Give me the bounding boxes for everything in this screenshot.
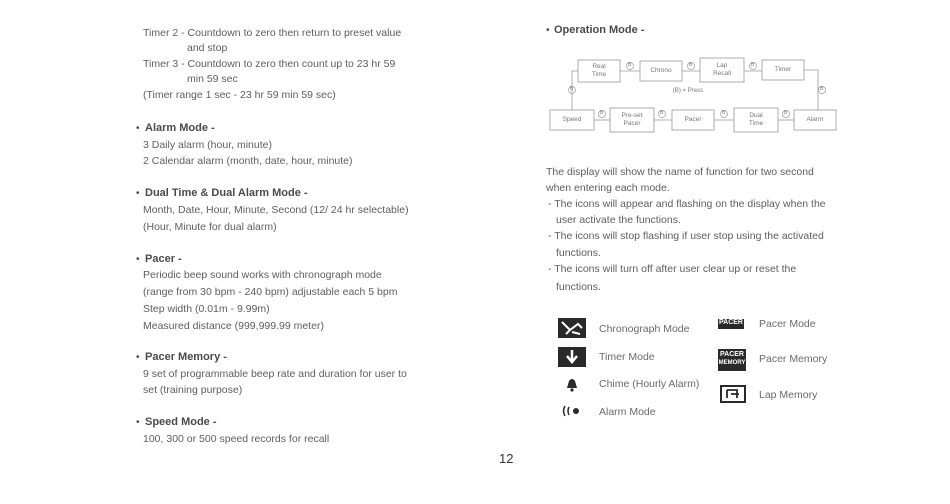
diagram-press-note: (B) = Press [672,88,704,94]
chronograph-icon [558,318,586,338]
speed-mode-heading: Speed Mode - [145,416,217,428]
button-b-icon: B [660,110,664,116]
pacer-line-2: (range from 30 bpm - 240 bpm) adjustable each 5 bpm [143,286,398,298]
diagram-label: Lap [716,62,728,69]
diagram-speed: Speed [562,116,582,123]
pacer-badge-icon: PACER [718,319,744,329]
pacer-line-1: Periodic beep sound works with chronograph mode [143,269,382,281]
bullet-dot: • [136,352,140,363]
legend-timer-label: Timer Mode [599,351,655,363]
diagram-chrono: Chrono [650,67,672,74]
diagram-lap-recall [700,62,744,77]
speed-line-1: 100, 300 or 500 speed records for recall [143,433,330,445]
timer3-line-2: min 59 sec [187,73,238,85]
pacer-memory-line-2: set (training purpose) [143,384,243,396]
button-b-icon: B [820,86,824,92]
bullet-dot: • [136,188,140,199]
diagram-label: Recall [712,69,732,77]
alarm-sound-icon [562,404,584,418]
timer2-line-2: and stop [187,42,228,54]
bullet-dot: • [136,123,140,134]
pacer-line-3: Step width (0.01m - 9.99m) [143,303,270,315]
button-b-icon: B [628,62,632,68]
button-b-icon: B [689,62,693,68]
pacer-line-4: Measured distance (999,999.99 meter) [143,320,324,332]
lap-memory-icon [720,385,746,403]
diagram-pacer: Pacer [684,116,702,123]
timer3-line-1: Timer 3 - Countdown to zero then count up to 23 hr 59 [143,58,396,70]
button-b-icon: B [570,86,574,92]
timer2-line-1: Timer 2 - Countdown to zero then return to preset value [143,27,402,39]
bullet-dot: • [136,254,140,265]
dual-time-heading: Dual Time & Dual Alarm Mode - [145,187,308,199]
timer-range: (Timer range 1 sec - 23 hr 59 min 59 sec) [143,89,336,101]
diagram-timer: Timer [774,66,792,73]
badge-pacer-text: PACER [720,351,744,358]
diagram-real-time [578,63,620,78]
bullet-dot: • [136,417,140,428]
display-para-8: functions. [556,281,601,293]
button-b-icon: B [600,110,604,116]
legend-chronograph-label: Chronograph Mode [599,323,690,335]
pacer-heading: Pacer - [145,253,182,265]
alarm-line-1: 3 Daily alarm (hour, minute) [143,139,272,151]
display-para-4: user activate the functions. [556,214,681,226]
display-para-6: functions. [556,247,601,259]
legend-alarm-label: Alarm Mode [599,406,656,418]
display-para-5: - The icons will stop flashing if user stop using the activated [548,230,824,242]
timer-icon [558,347,586,367]
diagram-label: Pre-set [621,112,643,119]
bullet-dot: • [546,25,550,36]
button-b-icon: B [784,110,788,116]
display-para-3: - The icons will appear and flashing on the display when the [548,198,826,210]
diagram-preset-pacer [610,112,654,127]
diagram-dual-time [734,112,778,127]
diagram-label: Time [591,70,607,78]
pacer-memory-line-1: 9 set of programmable beep rate and duration for user to [143,368,407,380]
diagram-alarm: Alarm [806,116,824,123]
display-para-1: The display will show the name of function for two second [546,166,814,178]
bell-icon [563,376,581,392]
page-number: 12 [499,451,514,466]
display-para-7: - The icons will turn off after user clear up or reset the [548,263,797,275]
dual-line-2: (Hour, Minute for dual alarm) [143,221,277,233]
button-b-icon: B [722,110,726,116]
legend-pacer-memory-label: Pacer Memory [759,353,828,365]
legend-pacer-label: Pacer Mode [759,318,816,330]
display-para-2: when entering each mode. [546,182,670,194]
pacer-memory-badge-icon [718,349,746,371]
legend-chime-label: Chime (Hourly Alarm) [599,378,700,390]
operation-mode-diagram [548,52,838,138]
legend-lap-memory-label: Lap Memory [759,389,818,401]
diagram-label: Real [592,63,606,70]
diagram-label: Dual [749,112,763,119]
dual-line-1: Month, Date, Hour, Minute, Second (12/ 24 hr selectable) [143,204,409,216]
pacer-memory-heading: Pacer Memory - [145,351,227,363]
button-b-icon: B [751,62,755,68]
badge-memory-text: MEMORY [718,360,746,366]
diagram-label: Pacer [623,119,641,127]
alarm-mode-heading: Alarm Mode - [145,122,215,134]
diagram-label: Time [748,119,764,127]
alarm-line-2: 2 Calendar alarm (month, date, hour, minute) [143,155,353,167]
operation-mode-heading: Operation Mode - [554,24,645,36]
